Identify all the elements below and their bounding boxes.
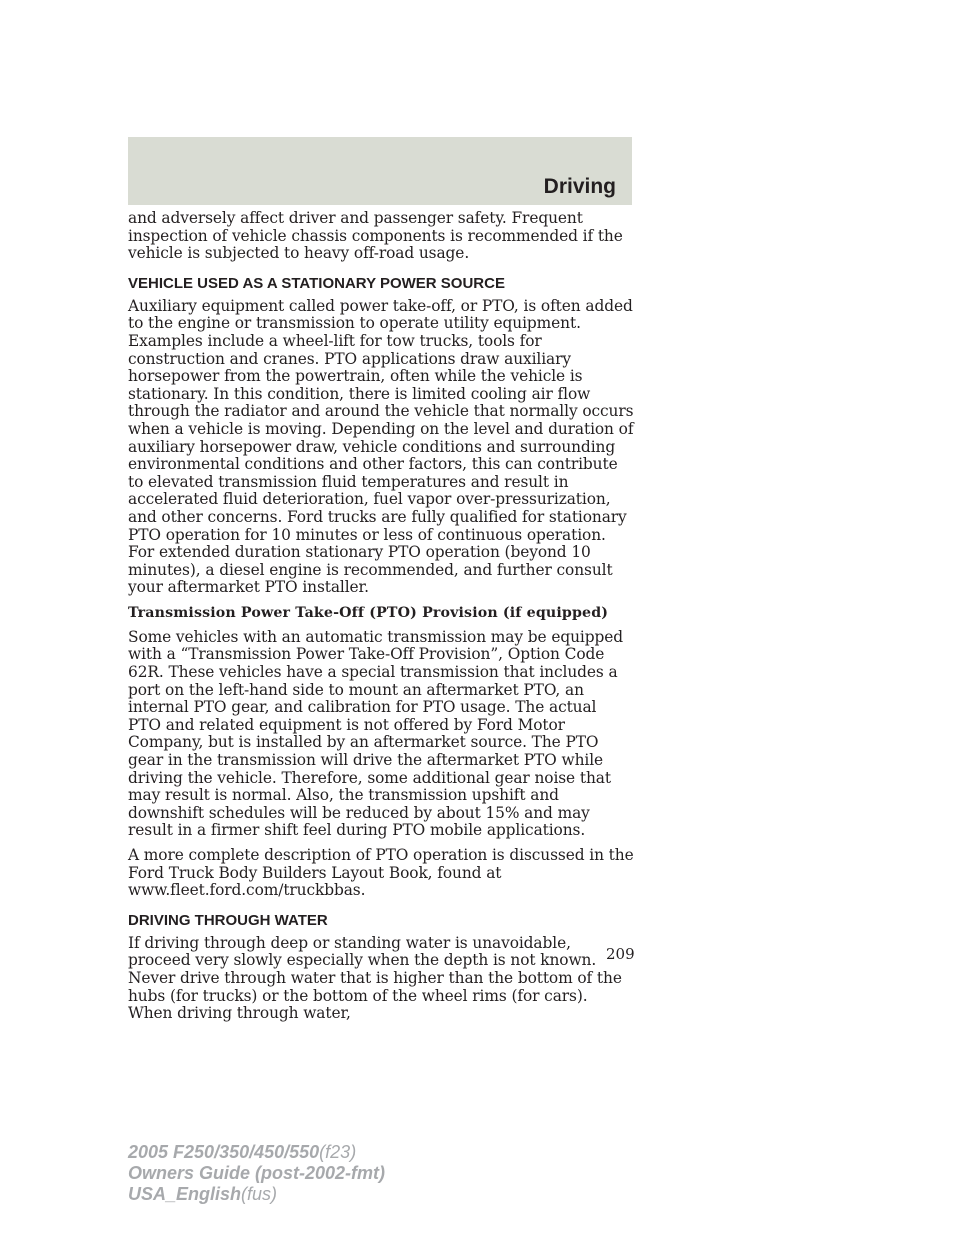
footer-language: USA_English — [128, 1184, 242, 1204]
footer-line-model — [128, 1142, 385, 1163]
footer-model: 2005 F250/350/450/550 — [128, 1142, 320, 1162]
section-title: Driving — [543, 175, 616, 198]
footer-model-code: (f23) — [319, 1142, 357, 1162]
page-number: 209 — [606, 945, 635, 963]
intro-paragraph: and adversely affect driver and passenger safety. Frequent inspection of vehicle chassis components is recommended if the vehicle is subjected to heavy off-road usage. — [128, 209, 623, 263]
footer-line-guide — [128, 1163, 385, 1184]
footer-guide: Owners Guide (post-2002-fmt) — [128, 1163, 386, 1183]
pto-reference-paragraph: A more complete description of PTO operation is discussed in the Ford Truck Body Builders Layout Book, found at www.fleet.ford.com/truckbbas. — [128, 846, 634, 900]
page-content — [128, 210, 634, 1030]
water-paragraph: If driving through deep or standing water is unavoidable, proceed very slowly especially when the depth is not known. Never drive through water that is higher than the bottom of the hubs (for trucks) or the bottom of the wheel rims (for cars). When driving through water, — [128, 933, 622, 1023]
footer-line-language — [128, 1184, 385, 1205]
water-heading: DRIVING THROUGH WATER — [128, 911, 328, 929]
section-header-band — [128, 137, 632, 205]
document-footer — [128, 1142, 385, 1205]
stationary-power-heading: VEHICLE USED AS A STATIONARY POWER SOURCE — [128, 274, 505, 292]
stationary-power-paragraph: Auxiliary equipment called power take-off, or PTO, is often added to the engine or transmission to operate utility equipment. Examples include a wheel-lift for tow trucks, tools for construction and cranes. PTO applications draw auxiliary horsepower from the powertrain, often while the vehicle is stationary. In this condition, there is limited cooling air flow through the radiator and around the vehicle that normally occurs when a vehicle is moving. Depending on the level and duration of auxiliary horsepower draw, vehicle conditions and surrounding environmental conditions and other factors, this can contribute to elevated transmission fluid temperatures and result in accelerated fluid deterioration, fuel vapor over-pressurization, and other concerns. Ford trucks are fully qualified for stationary PTO operation for 10 minutes or less of continuous operation. For extended duration stationary PTO operation (beyond 10 minutes), a diesel engine is recommended, and further consult your aftermarket PTO installer. — [128, 296, 634, 597]
pto-provision-paragraph: Some vehicles with an automatic transmission may be equipped with a “Transmission Power Take-Off Provision”, Option Code 62R. These vehicles have a special transmission that includes a port on the left-hand side to mount an aftermarket PTO, an internal PTO gear, and calibration for PTO usage. The actual PTO and related equipment is not offered by Ford Motor Company, but is installed by an aftermarket source. The PTO gear in the transmission will drive the aftermarket PTO while driving the vehicle. Therefore, some additional gear noise that may result is normal. Also, the transmission upshift and downshift schedules will be reduced by about 15% and may result in a firmer shift feel during PTO mobile applications. — [128, 627, 623, 840]
footer-language-code: (fus) — [241, 1184, 278, 1204]
pto-provision-heading: Transmission Power Take-Off (PTO) Provision (if equipped) — [128, 604, 609, 621]
